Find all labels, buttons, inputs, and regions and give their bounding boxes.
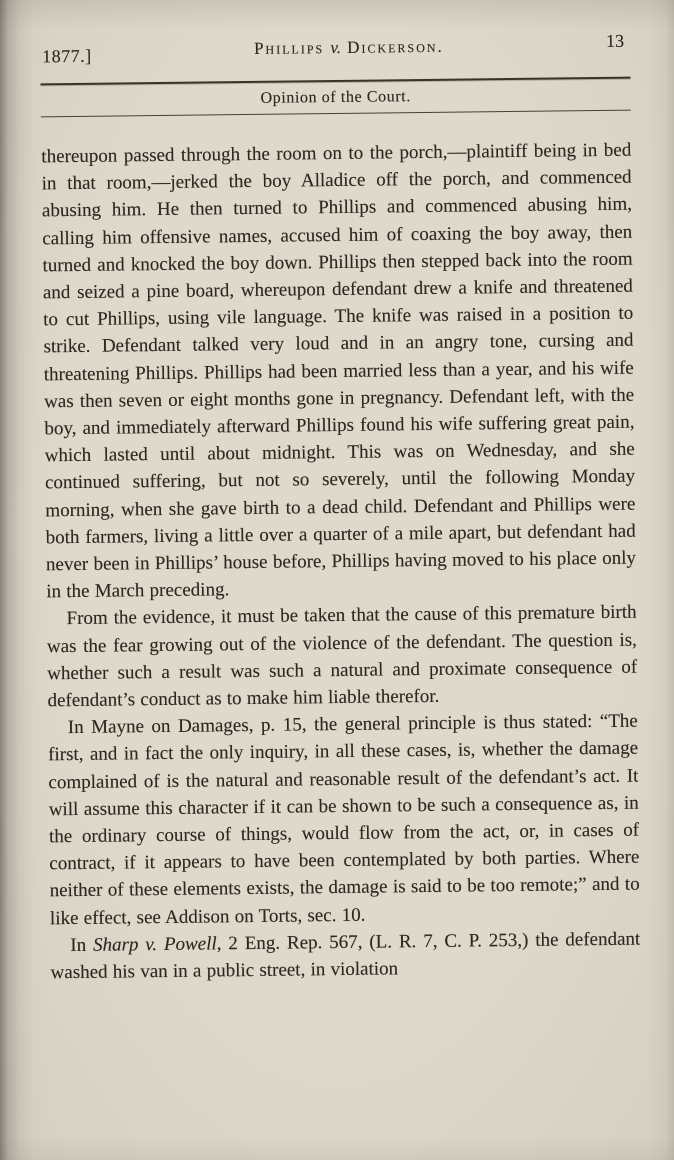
paragraph-mayne-damages: In Mayne on Damages, p. 15, the general principle is thus stated: “The first, and in fact the only inquiry, in all these cases, is, whether the damage complained of is the natural and reasonable result of the defendant’s act. It will assume this character if it can be shown to be such a consequence as, in the ordinary course of things, would flow from the act, or, in cases of contract, if it appears to have been contemplated by both parties. Where neither of these elements exists, the damage is said to be too remote;” and to like effect, see Addison on Torts, sec. 10. [48, 710, 640, 929]
citation-suffix: , 2 Eng. Rep. 567, (L. R. 7, C. P. 253,) the defendant washed his van in a public street, in violation [50, 928, 641, 984]
case-name-second: Dickerson. [347, 36, 444, 57]
case-name-first: Phillips [253, 38, 325, 58]
cited-case-name: Sharp v. Powell [92, 933, 217, 956]
document-page [40, 30, 641, 987]
section-heading: Opinion of the Court. [260, 88, 411, 107]
paragraph-sharp-v-powell [50, 925, 641, 986]
year-label: 1877.] [42, 45, 92, 67]
header-rule-top [41, 77, 631, 86]
citation-prefix: In [70, 934, 94, 956]
header-rule-bottom [41, 110, 631, 118]
case-title [254, 37, 444, 59]
paragraph-evidence: From the evidence, it must be taken that the cause of this premature birth was the fear growing out of the violence of the defendant. The question is, whether such a result was such a natural and proximate consequence of defendant’s conduct as to make him liable therefor. [46, 602, 638, 712]
running-header [40, 30, 630, 72]
versus-abbreviation: v. [330, 37, 342, 58]
paragraph-facts: thereupon passed through the room on to the porch,—plaintiff being in bed in that room,—jerked the boy Alladice off the porch, and commenced abusing him. He then turned to Phillips and commenced abusing him, calling him offensive names, accused him of coaxing the boy away, then turned and knocked the boy down. Phillips then stepped back into the room and seized a pine board, whereupon defendant drew a knife and threatened to cut Phillips, using vile language. The knife was raised in a position to strike. Defendant talked very loud and in an angry tone, cursing and threatening Phillips. Phillips had been married less than a year, and his wife was then seven or eight months gone in pregnancy. Defendant left, with the boy, and immediately afterward Phillips found his wife suffering great pain, which lasted until about midnight. This was on Wednesday, and she continued suffering, but not so severely, until the following Monday morning, when she gave birth to a dead child. Defendant and Phillips were both farmers, living a little over a quarter of a mile apart, but defendant had never been in Phillips’ house before, Phillips having moved to his place only in the March preceding. [41, 139, 637, 603]
page-number: 13 [605, 30, 625, 51]
opinion-body [41, 137, 641, 987]
